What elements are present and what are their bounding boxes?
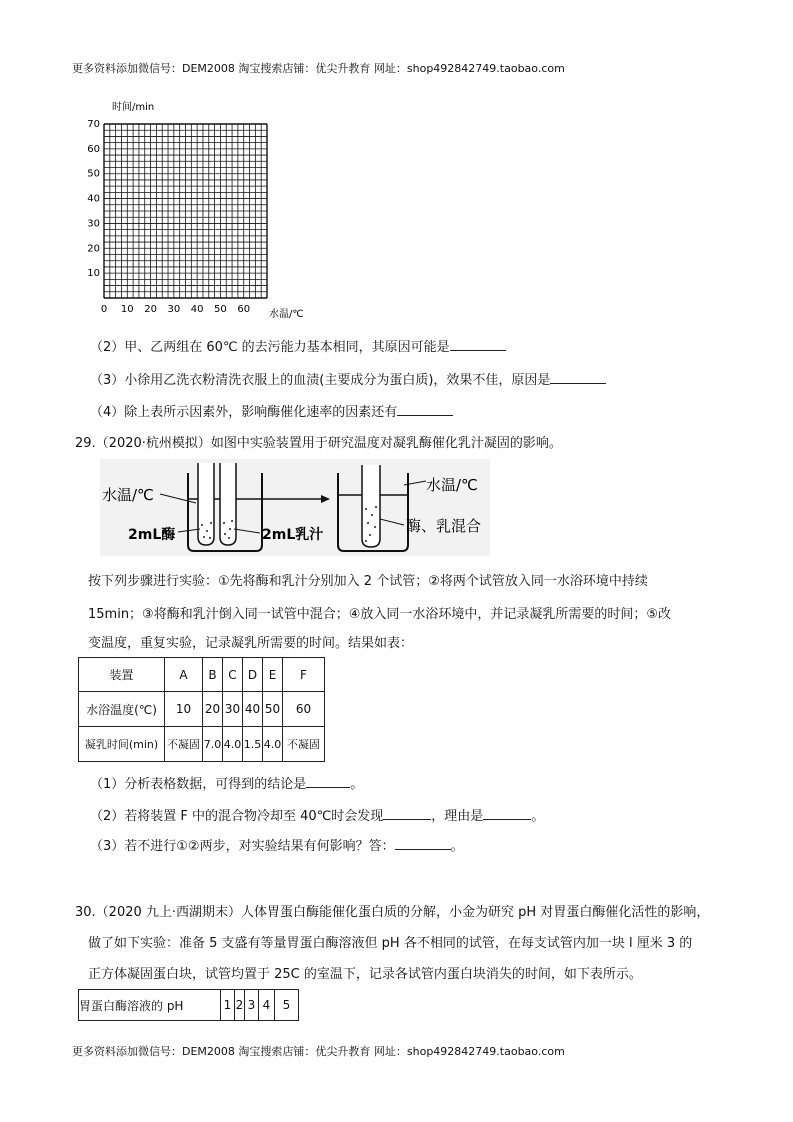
table-cell: 2 [235,990,245,1021]
table-cell: E [263,658,283,692]
q29-steps-2: 15min；③将酶和乳汁倒入同一试管中混合；④放入同一水浴环境中，并记录凝乳所需要的时间；⑤改 [88,607,672,622]
q30-ph-table [78,989,299,1021]
table-row [79,990,299,1021]
y-tick-label: 10 [87,268,100,280]
milk-label: 2mL乳汁 [262,527,324,543]
table-cell: 4.0 [263,727,283,762]
x-tick-label: 50 [214,304,227,315]
page-footer: 更多资料添加微信号：DEM2008 淘宝搜索店铺：优尖升教育 网址：shop492842749.taobao.com [72,1045,565,1058]
water-temp-label-2: 水温/℃ [426,476,478,494]
table-cell: A [165,658,203,692]
x-tick-label: 60 [237,304,251,315]
table-cell: 30 [223,692,243,727]
y-tick-label: 40 [87,193,100,205]
q30-line-3: 正方体凝固蛋白块，试管均置于 25C 的室温下，记录各试管内蛋白块消失的时间，如下表所示。 [88,967,642,982]
table-cell: 水浴温度(℃) [79,692,165,727]
mix-label: 酶、乳混合 [406,517,482,535]
q30-line-1: 30.（2020 九上·西湖期末）人体胃蛋白酶能催化蛋白质的分解，小金为研究 pH 对胃蛋白酶催化活性的影响， [75,905,710,920]
table-cell: 20 [203,692,223,727]
table-cell: 7.0 [203,727,223,762]
y-tick-label: 20 [87,243,100,255]
y-tick-label: 70 [87,119,100,130]
chart-grid [104,124,267,298]
q30-line-2: 做了如下实验：准备 5 支盛有等量胃蛋白酶溶液但 pH 各不相同的试管，在每支试管内加一块 l 厘米 3 的 [88,936,693,951]
x-tick-label: 0 [100,304,108,315]
q29-steps-3: 变温度，重复实验，记录凝乳所需要的时间。结果如表： [88,636,414,651]
table-cell: 不凝固 [283,727,325,762]
table-cell: B [203,658,223,692]
q29-steps-1: 按下列步骤进行实验：①先将酶和乳汁分别加入 2 个试管；②将两个试管放入同一水浴环境中持续 [88,574,648,589]
y-tick-label: 60 [87,143,100,155]
q28-sub2: （2）甲、乙两组在 60℃ 的去污能力基本相同，其原因可能是 [90,336,506,355]
x-tick-label: 30 [167,304,181,315]
table-cell: 1 [221,990,235,1021]
table-cell: C [223,658,243,692]
table-cell: D [243,658,263,692]
enzyme-label: 2mL酶 [128,527,176,543]
q29-sub1: （1）分析表格数据，可得到的结论是 。 [90,777,364,792]
x-tick-label: 10 [120,304,134,315]
table-row [79,658,325,692]
table-cell: 40 [243,692,263,727]
grid-chart [76,98,306,320]
x-tick-label: 40 [190,304,204,315]
y-axis-label: 时间/min [112,102,155,113]
table-cell: 10 [165,692,203,727]
table-cell: 4.0 [223,727,243,762]
table-cell: 60 [283,692,325,727]
page-header: 更多资料添加微信号：DEM2008 淘宝搜索店铺：优尖升教育 网址：shop492842749.taobao.com [72,62,565,75]
apparatus-figure [100,459,490,556]
y-tick-label: 30 [87,218,100,230]
q28-sub3: （3）小徐用乙洗衣粉清洗衣服上的血渍(主要成分为蛋白质)，效果不佳，原因是 [90,369,606,388]
table-cell: 不凝固 [165,727,203,762]
table-cell: 5 [275,990,299,1021]
y-tick-label: 50 [87,168,100,180]
q29-sub3: （3）若不进行①②两步，对实验结果有何影响？答： 。 [90,839,464,854]
table-cell: 凝乳时间(min) [79,727,165,762]
table-row [79,692,325,727]
q28-sub4: （4）除上表所示因素外，影响酶催化速率的因素还有 [90,401,453,420]
table-cell: F [283,658,325,692]
table-cell: 50 [263,692,283,727]
table-cell: 3 [245,990,259,1021]
q29-result-table [78,657,325,762]
table-cell: 装置 [79,658,165,692]
q29-sub2: （2）若将装置 F 中的混合物冷却至 40℃时会发现 ，理由是 。 [90,809,545,824]
table-cell: 4 [259,990,275,1021]
x-axis-label: 水温/℃ [269,309,304,320]
x-tick-label: 20 [144,304,157,315]
table-cell: 1.5 [243,727,263,762]
table-cell: 胃蛋白酶溶液的 pH [79,990,221,1021]
q29-stem: 29.（2020·杭州模拟）如图中实验装置用于研究温度对凝乳酶催化乳汁凝固的影响。 [75,436,562,451]
water-temp-label-1: 水温/℃ [102,486,154,504]
table-row [79,727,325,762]
